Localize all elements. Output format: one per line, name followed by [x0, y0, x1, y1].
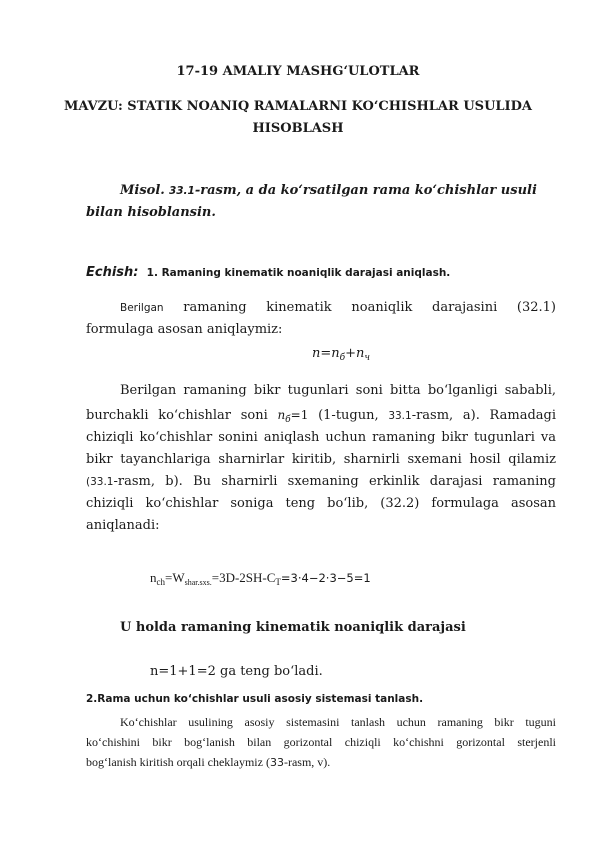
- formula-nb: [277, 408, 309, 425]
- example-text-1: -rasm, a da ko‘rsatilgan rama ko‘chishlar usuli: [194, 183, 537, 198]
- f2-wsub: shar.sxs.: [184, 578, 212, 587]
- para2-line6: chiziqli ko‘chishlar soniga teng bo‘lib, (32.2) formulaga asosan: [86, 496, 556, 511]
- step1-heading: 1. Ramaning kinematik noaniqlik darajasi aniqlash.: [146, 267, 451, 279]
- para1-word1: Berilgan: [120, 302, 164, 314]
- formula1-lhs: n=n: [312, 346, 340, 361]
- page-title: 17-19 AMALIY MASHG‘ULOTLAR: [176, 64, 420, 79]
- f2-rest: =3D-2SH-C: [211, 570, 276, 585]
- solution-header: [86, 262, 556, 285]
- para2-line7: aniqlanadi:: [86, 518, 160, 533]
- para1-line2: formulaga asosan aniqlaymiz:: [86, 322, 283, 337]
- formula1-sub2: ч: [364, 353, 371, 363]
- formula-total: n=1+1=2 ga teng bo‘ladi.: [150, 664, 323, 679]
- f2-nsub: ch: [156, 577, 165, 587]
- tail-line2: ko‘chishini bikr bog‘lanish bilan gorizontal chiziqli ko‘chishni gorizontal sterjenli: [86, 735, 556, 749]
- para3-bold: U holda ramaning kinematik noaniqlik darajasi: [120, 620, 466, 635]
- tail-l3b: -rasm, v).: [283, 755, 331, 769]
- para2-line3: chiziqli ko‘chishlar sonini aniqlash uchun ramaning bikr tugunlari va: [86, 430, 556, 445]
- tail-line1: Ko‘chishlar usulining asosiy sistemasini tanlash uchun ramaning bikr tuguni: [120, 715, 556, 729]
- step2-heading: 2.Rama uchun ko‘chishlar usuli asosiy sistemasi tanlash.: [86, 693, 424, 705]
- f2-n: n: [150, 570, 157, 585]
- nb-eq: =1: [290, 408, 309, 422]
- f2-w: =W: [165, 570, 185, 585]
- para2-fig-ref: 33.1: [388, 410, 412, 422]
- formula1-sub1: б: [339, 353, 346, 363]
- formula-freedom: [150, 570, 371, 587]
- para2-l2c: -rasm, a). Ramadagi: [411, 408, 556, 423]
- example-statement: [86, 180, 556, 203]
- para2-l2b: (1-tugun,: [318, 408, 379, 423]
- f2-csub: T: [275, 577, 281, 587]
- topic-title-line2: HISOBLASH: [252, 121, 344, 136]
- para2-l2a: burchakli ko‘chishlar soni: [86, 408, 268, 423]
- nb-sub: б: [285, 415, 291, 425]
- para1-line1: [86, 297, 556, 320]
- topic-title-line1: MAVZU: STATIK NOANIQ RAMALARNI KO‘CHISHLAR USULIDA: [64, 99, 532, 114]
- para2-line4: bikr tayanchlariga sharnirlar kiritib, sharnirli sxemani hosil qilamiz: [86, 452, 556, 467]
- para2-l5: -rasm, b). Bu sharnirli sxemaning erkinlik darajasi ramaning: [113, 474, 556, 489]
- nb-n: n: [277, 408, 286, 422]
- example-lead: Misol.: [120, 183, 165, 198]
- example-statement-line2: [86, 202, 556, 224]
- para2-line1: Berilgan ramaning bikr tugunlari soni bitta bo‘lganligi sababli,: [120, 383, 556, 398]
- para2-l5-fig: (33.1: [86, 476, 114, 488]
- tail-fig-ref: 33: [269, 756, 284, 769]
- solution-label: Echish:: [86, 265, 139, 280]
- f2-calc: =3·4−2·3−5=1: [280, 571, 371, 585]
- tail-l3a: bog‘lanish kiritish orqali cheklaymiz (: [86, 755, 270, 769]
- example-text-2: bilan hisoblansin.: [86, 205, 216, 220]
- formula1-plus: +n: [345, 346, 365, 361]
- tail-line3: [86, 752, 556, 773]
- para2-line5: [86, 471, 556, 494]
- para1-rest1: ramaning kinematik noaniqlik darajasini (32.1): [183, 300, 557, 315]
- formula-kinematic: [312, 346, 370, 363]
- example-fig-ref: 33.1: [168, 185, 195, 197]
